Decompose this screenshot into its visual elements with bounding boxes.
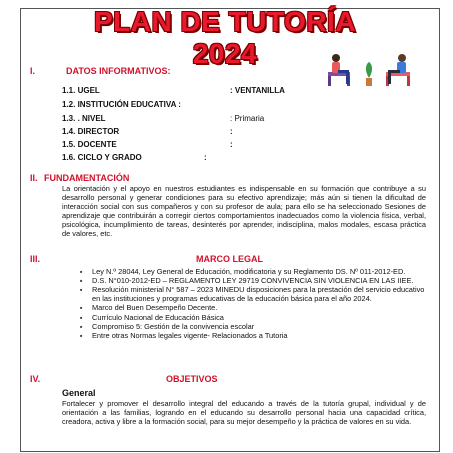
list-item: ■ Entre otras Normas legales vigente- Relacionados a Tutoria <box>92 332 432 341</box>
section-marco-title: MARCO LEGAL <box>196 254 263 264</box>
datos-value: : <box>230 140 233 149</box>
datos-label: 1.4. DIRECTOR <box>62 127 120 136</box>
section-objetivos-title: OBJETIVOS <box>166 374 218 384</box>
objetivo-general-label: General <box>62 388 96 398</box>
datos-label: 1.6. CICLO Y GRADO <box>62 153 142 162</box>
list-item: ■ Currículo Nacional de Educación Básica <box>92 314 432 323</box>
section-number: II. <box>30 173 38 183</box>
datos-label: 1.3. . NIVEL <box>62 114 106 123</box>
marco-legal-list <box>80 268 432 341</box>
list-item: ■ Resolución ministerial N° 587 – 2023 MINEDU disposiciones para la prestación del servicio educativo en las instituciones y programas educativas de la educación básica para el año 2024. <box>92 286 432 303</box>
datos-label: 1.1. UGEL <box>62 86 100 95</box>
datos-label: 1.5. DOCENTE <box>62 140 117 149</box>
datos-value: : <box>230 127 233 136</box>
list-item: ■ Ley N.º 28044, Ley General de Educación, modificatoria y su Reglamento DS. Nº 011-2012-ED. <box>92 268 432 277</box>
datos-value: : Primaria <box>230 114 265 123</box>
list-item: ■ Marco del Buen Desempeño Decente. <box>92 304 432 313</box>
section-title: DATOS INFORMATIVOS: <box>66 66 171 76</box>
section-number: I. <box>30 66 36 76</box>
section-fundamentacion-heading <box>30 173 129 183</box>
fundamentacion-paragraph: La orientación y el apoyo en nuestros estudiantes es indispensable en su formación que contribuye a su desarrollo personal y generar condiciones para su efectivo aprendizaje; más aún si tienen la dificultad de interacción social con sus compañeros y con su profesor de aula; para ello se ha seleccionado Sesiones de aprendizaje que contribuirán a corregir ciertos comportamientos inadecuados como la violencia física, verbal, psicológica, incumplimiento de tareas, desinterés por aprender, indisciplina, malos modales, escasa práctica de valores, etc. <box>62 184 426 238</box>
datos-label: 1.2. INSTITUCIÓN EDUCATIVA : <box>62 100 181 109</box>
section-datos-heading <box>30 66 171 76</box>
objetivo-general-paragraph: Fortalecer y promover el desarrollo integral del educando a través de la tutoría grupal, individual y de orientación a las familias, logrando en el educando su desarrollo personal hacia una capacidad crítica, creadora, activa y libre a la formación social, para su mejor desempeño y la práctica de valores en su vida. <box>62 399 426 426</box>
list-item: ■ D.S. N°010-2012-ED – REGLAMENTO LEY 29719 CONVIVENCIA SIN VIOLENCIA EN LAS IIEE. <box>92 277 432 286</box>
datos-value: : <box>204 153 207 162</box>
section-objetivos-number: IV. <box>30 374 41 384</box>
document-title: PLAN DE TUTORÍA 2024 <box>93 6 357 69</box>
datos-value: : VENTANILLA <box>230 86 285 95</box>
section-title: FUNDAMENTACIÓN <box>44 173 130 183</box>
tutoring-session-illustration <box>320 50 420 90</box>
section-marco-number: III. <box>30 254 41 264</box>
list-item: ■ Compromiso 5: Gestión de la convivencia escolar <box>92 323 432 332</box>
